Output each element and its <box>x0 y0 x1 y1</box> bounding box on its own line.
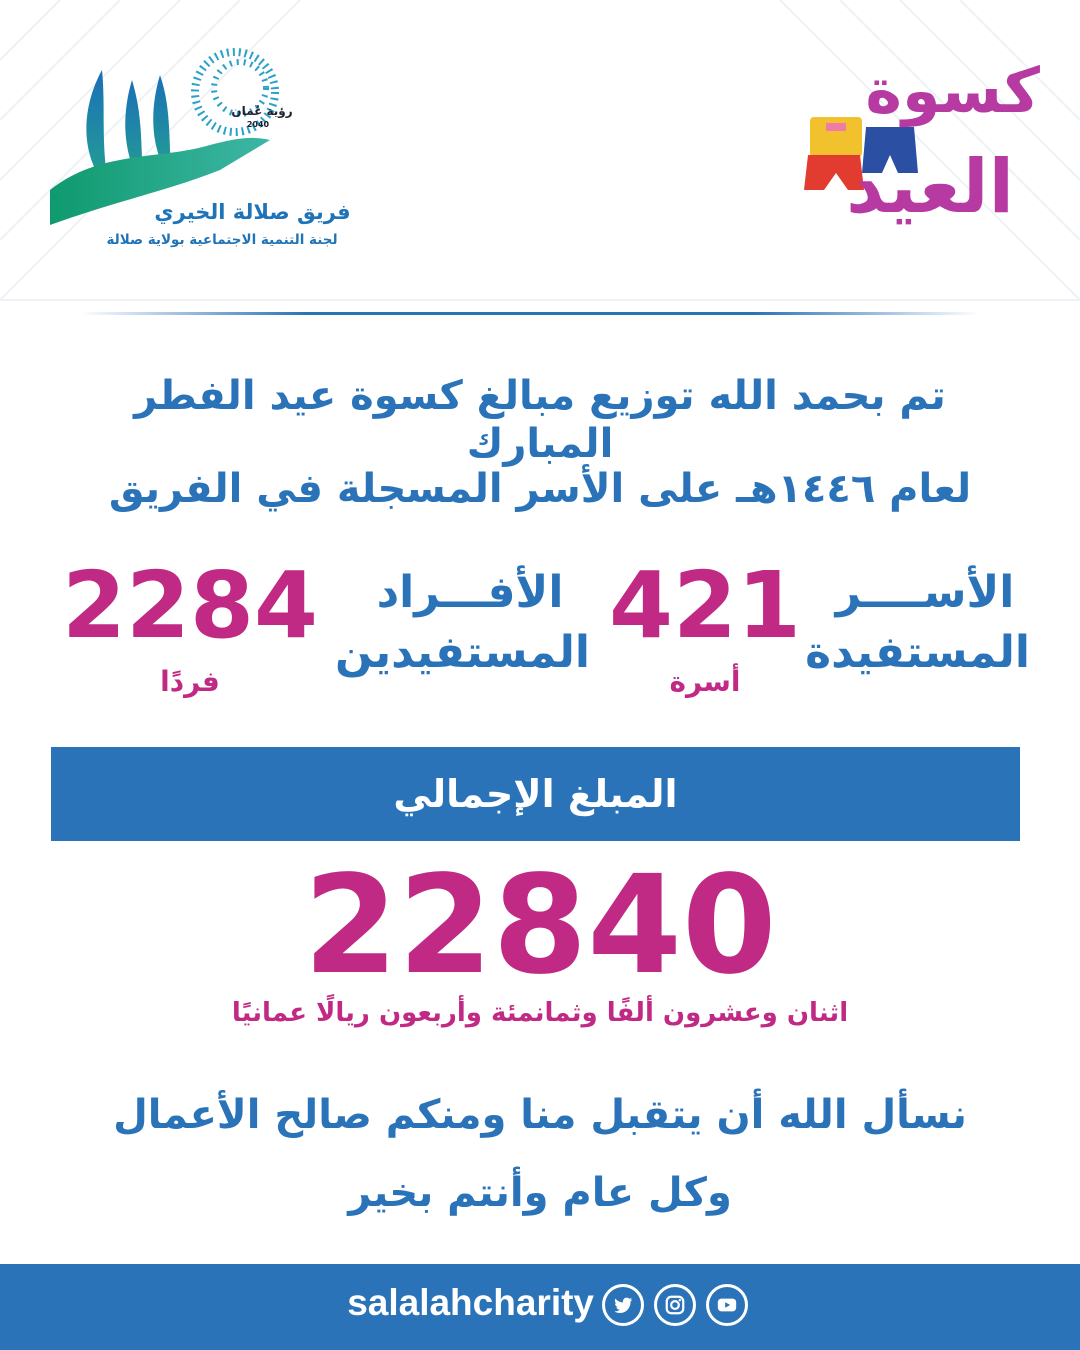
individuals-label-line-1: الأفـــراد <box>376 567 564 618</box>
total-amount-value: 22840 <box>303 847 777 1005</box>
total-amount-title: المبلغ الإجمالي <box>393 772 678 816</box>
headline-line-2: لعام ١٤٤٦هـ على الأسر المسجلة في الفريق <box>108 466 972 512</box>
total-amount-banner <box>51 747 1020 841</box>
salalah-team-logo <box>40 30 370 260</box>
instagram-icon[interactable] <box>654 1284 696 1326</box>
twitter-icon[interactable] <box>602 1284 644 1326</box>
individuals-count: 2284 <box>61 552 319 659</box>
individuals-unit: فردًا <box>160 665 220 698</box>
team-name: فريق صلالة الخيري <box>154 200 351 224</box>
total-amount-in-words: اثنان وعشرون ألفًا وثمانمئة وأربعون ريالًا عمانيًا <box>231 998 849 1028</box>
team-subtitle: لجنة التنمية الاجتماعية بولاية صلالة <box>106 232 338 248</box>
closing-line-1: نسأل الله أن يتقبل منا ومنكم صالح الأعمال <box>113 1092 967 1138</box>
oman-vision-year: 2040 <box>246 120 270 129</box>
families-label-line-1: الأســــر <box>835 567 1015 618</box>
families-label-line-2: المستفيدة <box>805 627 1030 678</box>
oman-vision-label: رؤية عُمان <box>231 104 293 118</box>
header-divider <box>80 312 980 315</box>
youtube-icon[interactable] <box>706 1284 748 1326</box>
closing-line-2: وكل عام وأنتم بخير <box>348 1170 732 1216</box>
families-unit: أسرة <box>669 665 741 698</box>
headline-line-1: تم بحمد الله توزيع مبالغ كسوة عيد الفطر المبارك <box>134 373 946 467</box>
campaign-word-eid: العيد <box>846 144 1014 230</box>
social-handle[interactable]: salalahcharity <box>347 1282 594 1323</box>
campaign-word-kiswa: كسوة <box>865 54 1040 127</box>
individuals-label-line-2: المستفيدين <box>335 627 590 678</box>
families-count: 421 <box>608 552 802 659</box>
